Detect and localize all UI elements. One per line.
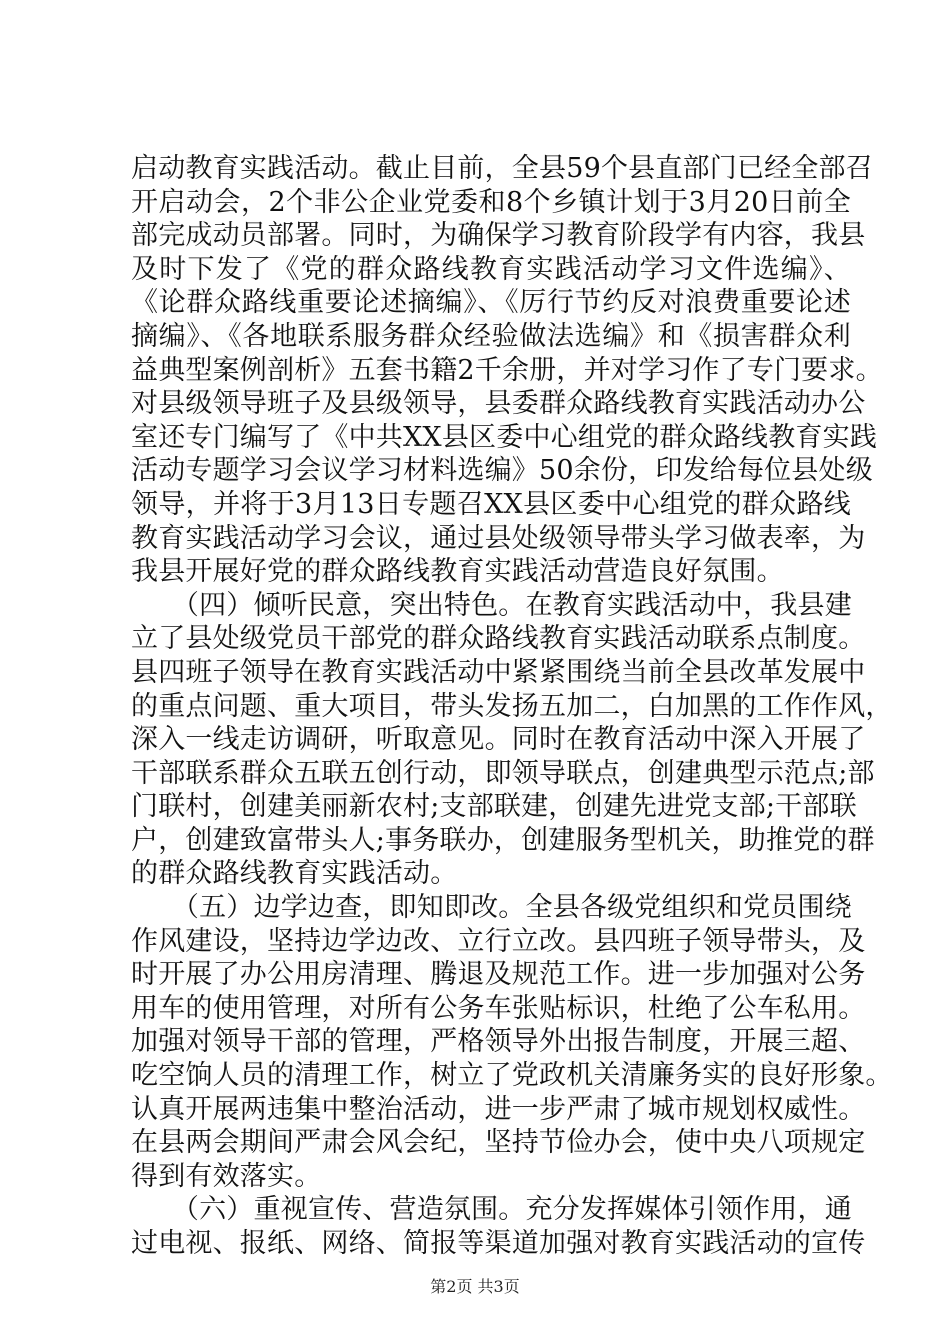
text-line: 时开展了办公用房清理、腾退及规范工作。进一步加强对公务 xyxy=(131,959,866,991)
text-line: 启动教育实践活动。截止目前，全县59个县直部门已经全部召 xyxy=(131,153,873,184)
text-line: 益典型案例剖析》五套书籍2千余册，并对学习作了专门要求。 xyxy=(131,354,883,386)
text-line: （五）边学边查，即知即改。全县各级党组织和党员围绕 xyxy=(131,892,852,924)
text-line: 作风建设，坚持边学边改、立行立改。县四班子领导带头，及 xyxy=(131,925,866,957)
text-line: 领导，并将于3月13日专题召XX县区委中心组党的群众路线 xyxy=(131,488,851,520)
text-line: 的重点问题、重大项目，带头发扬五加二，白加黑的工作作风， xyxy=(131,690,893,722)
text-line: 的群众路线教育实践活动。 xyxy=(131,858,458,890)
text-line: 立了县处级党员干部党的群众路线教育实践活动联系点制度。 xyxy=(131,623,866,655)
text-line: 干部联系群众五联五创行动，即领导联点，创建典型示范点;部 xyxy=(131,757,875,789)
text-line: 我县开展好党的群众路线教育实践活动营造良好氛围。 xyxy=(131,556,784,588)
text-line: 县四班子领导在教育实践活动中紧紧围绕当前全县改革发展中 xyxy=(131,656,866,688)
page-number: 第2页 共3页 xyxy=(430,1277,520,1296)
text-line: 在县两会期间严肃会风会纪，坚持节俭办会，使中央八项规定 xyxy=(131,1127,866,1159)
text-line: 部完成动员部署。同时，为确保学习教育阶段学有内容，我县 xyxy=(131,220,866,252)
text-line: 过电视、报纸、网络、简报等渠道加强对教育实践活动的宣传 xyxy=(131,1228,866,1259)
text-line: 及时下发了《党的群众路线教育实践活动学习文件选编》、 xyxy=(131,253,851,285)
text-line: 活动专题学习会议学习材料选编》50余份，印发给每位县处级 xyxy=(131,455,873,487)
text-line: 加强对领导干部的管理，严格领导外出报告制度，开展三超、 xyxy=(131,1026,866,1058)
body-text xyxy=(131,152,893,1261)
text-line: （六）重视宣传、营造氛围。充分发挥媒体引领作用，通 xyxy=(131,1194,852,1226)
text-line: 室还专门编写了《中共XX县区委中心组党的群众路线教育实践 xyxy=(131,421,878,453)
text-line: 对县级领导班子及县级领导，县委群众路线教育实践活动办公 xyxy=(131,388,866,420)
text-line: 《论群众路线重要论述摘编》、《厉行节约反对浪费重要论述 xyxy=(131,287,851,319)
text-line: （四）倾听民意，突出特色。在教育实践活动中，我县建 xyxy=(131,589,852,621)
text-line: 门联村，创建美丽新农村;支部联建，创建先进党支部;干部联 xyxy=(131,791,857,823)
text-line: 开启动会，2个非公企业党委和8个乡镇计划于3月20日前全 xyxy=(131,186,851,218)
text-line: 得到有效落实。 xyxy=(131,1160,322,1192)
text-line: 吃空饷人员的清理工作，树立了党政机关清廉务实的良好形象。 xyxy=(131,1060,893,1092)
text-line: 户，创建致富带头人;事务联办，创建服务型机关，助推党的群 xyxy=(131,824,875,856)
text-line: 深入一线走访调研，听取意见。同时在教育活动中深入开展了 xyxy=(131,724,866,756)
text-line: 用车的使用管理，对所有公务车张贴标识，杜绝了公车私用。 xyxy=(131,992,866,1024)
text-line: 教育实践活动学习会议，通过县处级领导带头学习做表率，为 xyxy=(131,522,866,554)
text-line: 认真开展两违集中整治活动，进一步严肃了城市规划权威性。 xyxy=(131,1093,866,1125)
text-line: 摘编》、《各地联系服务群众经验做法选编》和《损害群众利 xyxy=(131,320,851,352)
